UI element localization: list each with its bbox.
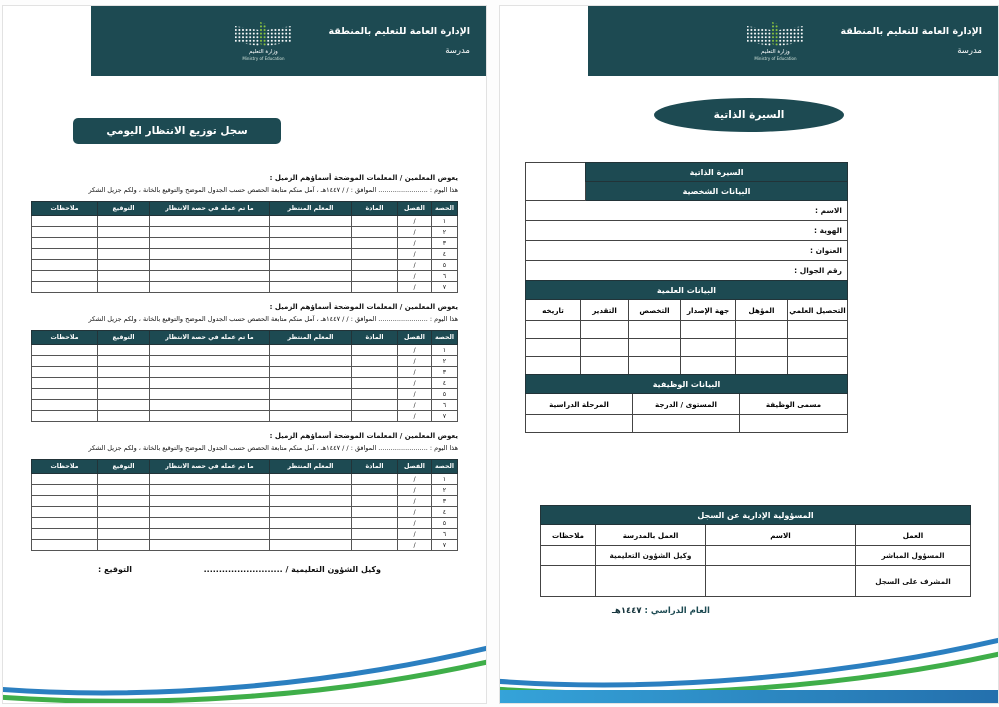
name-cell <box>706 546 856 566</box>
empty-cell <box>98 238 150 249</box>
empty-row <box>525 415 847 433</box>
col-header-notes: ملاحظات <box>32 460 98 474</box>
empty-cell <box>629 357 681 375</box>
empty-cell <box>352 271 398 282</box>
empty-cell <box>150 282 270 293</box>
wait-table-row <box>32 216 458 227</box>
logo-caption <box>754 49 796 61</box>
school-job-cell <box>596 566 706 597</box>
period-number-cell: ٤ <box>432 249 458 260</box>
empty-cell <box>150 507 270 518</box>
footer-bar <box>500 690 998 703</box>
col-header-period: الحصة <box>432 202 458 216</box>
empty-cell <box>270 540 352 551</box>
empty-cell <box>98 507 150 518</box>
wait-distribution-table <box>31 330 458 422</box>
empty-cell <box>32 389 98 400</box>
empty-cell <box>270 400 352 411</box>
period-number-cell: ٣ <box>432 238 458 249</box>
empty-cell <box>270 249 352 260</box>
period-number-cell: ٣ <box>432 367 458 378</box>
class-cell: / <box>398 400 432 411</box>
col-header-role: العمل <box>856 525 971 546</box>
empty-cell <box>98 271 150 282</box>
class-cell: / <box>398 260 432 271</box>
period-number-cell: ٧ <box>432 282 458 293</box>
admin-responsibility-header: المسؤولية الإدارية عن السجل <box>541 506 971 525</box>
substitute-intro-line: يعوض المعلمين / المعلمات الموضحة أسماؤهم الزميل : <box>269 303 458 311</box>
empty-cell <box>32 518 98 529</box>
col-header-substitute-teacher: المعلم المنتظر <box>270 460 352 474</box>
col-header-notes: ملاحظات <box>541 525 596 546</box>
empty-cell <box>270 238 352 249</box>
empty-cell <box>352 378 398 389</box>
ministry-logo <box>746 21 804 61</box>
empty-cell <box>681 357 736 375</box>
empty-row <box>525 339 847 357</box>
col-header-period: الحصة <box>432 331 458 345</box>
empty-cell <box>270 260 352 271</box>
empty-cell <box>629 321 681 339</box>
col-header-work-done: ما تم عمله في حصة الانتظار <box>150 331 270 345</box>
empty-cell <box>270 507 352 518</box>
class-cell: / <box>398 518 432 529</box>
empty-cell <box>352 496 398 507</box>
name-cell <box>706 566 856 597</box>
ministry-logo-icon <box>234 21 292 47</box>
notes-cell <box>541 546 596 566</box>
date-intro-line: هذا اليوم : ........................ الموافق : / / ١٤٤٧هـ ، آمل منكم متابعة الحصص حسب الجدول الموضح والتوقيع بالخانة ، ولكم جزيل الشكر <box>88 315 458 323</box>
empty-cell <box>352 282 398 293</box>
empty-cell <box>525 357 580 375</box>
wait-table-row <box>32 485 458 496</box>
class-cell: / <box>398 249 432 260</box>
col-header-class: الفصل <box>398 460 432 474</box>
col-header-substitute-teacher: المعلم المنتظر <box>270 202 352 216</box>
empty-cell <box>150 485 270 496</box>
class-cell: / <box>398 367 432 378</box>
wait-table-row <box>32 474 458 485</box>
empty-cell <box>98 356 150 367</box>
col-header-issuer: جهة الإصدار <box>681 300 736 321</box>
academic-year <box>500 606 998 616</box>
empty-cell <box>98 540 150 551</box>
class-cell: / <box>398 271 432 282</box>
class-cell: / <box>398 540 432 551</box>
empty-cell <box>270 485 352 496</box>
empty-cell <box>32 260 98 271</box>
col-header-work-done: ما تم عمله في حصة الانتظار <box>150 202 270 216</box>
col-header-qualification-level: التحصيل العلمي <box>788 300 848 321</box>
class-cell: / <box>398 485 432 496</box>
col-header-signature: التوقيع <box>98 202 150 216</box>
mobile-label-row: رقم الجوال : <box>526 261 848 281</box>
wait-table-row <box>32 507 458 518</box>
period-number-cell: ٧ <box>432 411 458 422</box>
empty-cell <box>352 249 398 260</box>
empty-cell <box>270 496 352 507</box>
class-cell: / <box>398 378 432 389</box>
admin-row <box>541 566 971 597</box>
empty-cell <box>270 271 352 282</box>
empty-cell <box>98 389 150 400</box>
empty-cell <box>150 249 270 260</box>
empty-cell <box>98 474 150 485</box>
academic-year-value: ١٤٤٧هـ <box>612 606 642 616</box>
school-name: مدرسة <box>445 46 470 56</box>
academic-year-label: العام الدراسي : <box>644 606 710 616</box>
empty-cell <box>98 411 150 422</box>
empty-cell <box>32 474 98 485</box>
period-number-cell: ٢ <box>432 227 458 238</box>
substitute-intro-line: يعوض المعلمين / المعلمات الموضحة أسماؤهم الزميل : <box>269 174 458 182</box>
empty-cell <box>150 260 270 271</box>
empty-cell <box>270 474 352 485</box>
personal-data-header: البيانات الشخصية <box>586 182 848 201</box>
school-job-cell: وكيل الشؤون التعليمية <box>596 546 706 566</box>
class-cell: / <box>398 282 432 293</box>
empty-cell <box>788 339 848 357</box>
empty-cell <box>270 529 352 540</box>
wait-table-row <box>32 260 458 271</box>
empty-row <box>525 321 847 339</box>
empty-cell <box>98 282 150 293</box>
empty-cell <box>352 507 398 518</box>
notes-cell <box>541 566 596 597</box>
empty-cell <box>270 411 352 422</box>
empty-cell <box>681 339 736 357</box>
admin-row <box>541 546 971 566</box>
org-title-block <box>328 26 470 56</box>
empty-cell <box>150 518 270 529</box>
col-header-substitute-teacher: المعلم المنتظر <box>270 331 352 345</box>
wait-table-row <box>32 356 458 367</box>
address-label-row: العنوان : <box>526 241 848 261</box>
wait-section <box>3 432 486 551</box>
empty-cell <box>98 227 150 238</box>
period-number-cell: ٢ <box>432 485 458 496</box>
col-header-grade: التقدير <box>581 300 629 321</box>
cv-job-table <box>525 374 848 433</box>
work-cell: المشرف على السجل <box>856 566 971 597</box>
empty-cell <box>150 367 270 378</box>
period-number-cell: ٥ <box>432 260 458 271</box>
empty-cell <box>150 216 270 227</box>
period-number-cell: ٣ <box>432 496 458 507</box>
empty-cell <box>32 485 98 496</box>
empty-cell <box>98 216 150 227</box>
wait-table-row <box>32 400 458 411</box>
wait-table-row <box>32 540 458 551</box>
period-number-cell: ١ <box>432 216 458 227</box>
empty-cell <box>525 415 632 433</box>
col-header-level-grade: المستوى / الدرجة <box>633 394 740 415</box>
period-number-cell: ٧ <box>432 540 458 551</box>
empty-cell <box>98 529 150 540</box>
class-cell: / <box>398 389 432 400</box>
empty-cell <box>352 238 398 249</box>
empty-cell <box>352 411 398 422</box>
empty-cell <box>150 529 270 540</box>
empty-cell <box>740 415 848 433</box>
wait-table-row <box>32 282 458 293</box>
class-cell: / <box>398 496 432 507</box>
empty-cell <box>352 485 398 496</box>
empty-cell <box>98 496 150 507</box>
empty-row <box>525 357 847 375</box>
empty-cell <box>150 400 270 411</box>
period-number-cell: ٤ <box>432 378 458 389</box>
period-number-cell: ٥ <box>432 389 458 400</box>
empty-cell <box>352 474 398 485</box>
empty-cell <box>352 389 398 400</box>
empty-cell <box>98 249 150 260</box>
school-name: مدرسة <box>957 46 982 56</box>
empty-cell <box>32 227 98 238</box>
logo-title-en: Ministry of Education <box>754 55 797 61</box>
empty-cell <box>352 367 398 378</box>
signature-row <box>3 565 486 574</box>
logo-title-ar: وزارة التعليم <box>761 49 790 56</box>
empty-cell <box>270 518 352 529</box>
logo-title-ar: وزارة التعليم <box>249 49 278 56</box>
substitute-intro-line: يعوض المعلمين / المعلمات الموضحة أسماؤهم الزميل : <box>269 432 458 440</box>
wait-table-row <box>32 249 458 260</box>
class-cell: / <box>398 411 432 422</box>
empty-cell <box>98 345 150 356</box>
wait-blocks-container <box>3 174 486 551</box>
col-header-signature: التوقيع <box>98 460 150 474</box>
class-cell: / <box>398 238 432 249</box>
date-intro-line: هذا اليوم : ........................ الموافق : / / ١٤٤٧هـ ، آمل منكم متابعة الحصص حسب الجدول الموضح والتوقيع بالخانة ، ولكم جزيل الشكر <box>88 186 458 194</box>
empty-cell <box>270 282 352 293</box>
empty-cell <box>32 282 98 293</box>
col-header-job-title: مسمى الوظيفة <box>740 394 848 415</box>
empty-cell <box>32 378 98 389</box>
footer-wave-decoration <box>500 631 998 695</box>
admin-responsibility-table <box>540 505 971 597</box>
empty-cell <box>150 411 270 422</box>
empty-cell <box>581 339 629 357</box>
empty-cell <box>32 411 98 422</box>
wait-table-row <box>32 518 458 529</box>
period-number-cell: ٥ <box>432 518 458 529</box>
empty-cell <box>32 367 98 378</box>
empty-cell <box>32 216 98 227</box>
empty-cell <box>150 378 270 389</box>
cv-oval-title: السيرة الذاتية <box>654 98 844 132</box>
empty-cell <box>352 529 398 540</box>
period-number-cell: ١ <box>432 474 458 485</box>
org-title-block <box>840 26 982 56</box>
wait-table-row <box>32 238 458 249</box>
empty-cell <box>352 260 398 271</box>
empty-cell <box>98 400 150 411</box>
empty-cell <box>98 378 150 389</box>
empty-cell <box>32 496 98 507</box>
scientific-data-header: البيانات العلمية <box>525 281 847 300</box>
empty-cell <box>270 227 352 238</box>
empty-cell <box>736 357 788 375</box>
empty-cell <box>150 540 270 551</box>
page-header-band <box>588 6 998 76</box>
col-header-work-done: ما تم عمله في حصة الانتظار <box>150 460 270 474</box>
class-cell: / <box>398 216 432 227</box>
class-cell: / <box>398 227 432 238</box>
empty-cell <box>98 367 150 378</box>
wait-table-header-row <box>32 460 458 474</box>
ministry-logo <box>234 21 292 61</box>
col-header-date: تاريخه <box>525 300 580 321</box>
empty-cell <box>32 507 98 518</box>
col-header-major: التخصص <box>629 300 681 321</box>
wait-table-row <box>32 411 458 422</box>
col-header-signature: التوقيع <box>98 331 150 345</box>
empty-cell <box>150 345 270 356</box>
empty-cell <box>98 260 150 271</box>
page-wait-record <box>2 5 487 704</box>
empty-cell <box>352 356 398 367</box>
class-cell: / <box>398 345 432 356</box>
page-header-band <box>91 6 486 76</box>
col-header-degree: المؤهل <box>736 300 788 321</box>
col-header-name: الاسم <box>706 525 856 546</box>
wait-table-row <box>32 367 458 378</box>
empty-cell <box>150 356 270 367</box>
period-number-cell: ٦ <box>432 271 458 282</box>
logo-title-en: Ministry of Education <box>242 55 285 61</box>
work-cell: المسؤول المباشر <box>856 546 971 566</box>
cv-scientific-table <box>525 280 848 375</box>
empty-cell <box>270 367 352 378</box>
empty-cell <box>525 321 580 339</box>
empty-cell <box>525 339 580 357</box>
class-cell: / <box>398 529 432 540</box>
job-data-header: البيانات الوظيفية <box>525 375 847 394</box>
footer-wave-decoration <box>3 639 486 703</box>
wait-distribution-table <box>31 459 458 551</box>
empty-cell <box>150 271 270 282</box>
empty-cell <box>629 339 681 357</box>
empty-cell <box>681 321 736 339</box>
cv-tables-container <box>526 162 848 433</box>
class-cell: / <box>398 507 432 518</box>
wait-section <box>3 174 486 293</box>
empty-cell <box>270 378 352 389</box>
empty-cell <box>352 227 398 238</box>
class-cell: / <box>398 356 432 367</box>
document-title: سجل توزيع الانتظار اليومي <box>73 118 281 144</box>
page-cv <box>499 5 999 704</box>
col-header-subject: المادة <box>352 331 398 345</box>
period-number-cell: ٦ <box>432 529 458 540</box>
col-header-subject: المادة <box>352 202 398 216</box>
empty-cell <box>270 345 352 356</box>
wait-table-row <box>32 271 458 282</box>
empty-cell <box>32 345 98 356</box>
deputy-signature-line: وكيل الشؤون التعليمية / .......................... <box>203 565 381 574</box>
wait-table-header-row <box>32 331 458 345</box>
logo-caption <box>242 49 284 61</box>
empty-cell <box>633 415 740 433</box>
empty-cell <box>150 227 270 238</box>
period-number-cell: ٢ <box>432 356 458 367</box>
col-header-subject: المادة <box>352 460 398 474</box>
signature-label: التوقيع : <box>98 565 132 574</box>
cv-personal-table <box>525 162 848 281</box>
empty-cell <box>270 356 352 367</box>
col-header-notes: ملاحظات <box>32 202 98 216</box>
empty-cell <box>581 357 629 375</box>
empty-cell <box>98 518 150 529</box>
org-name: الإدارة العامة للتعليم بالمنطقة <box>840 26 982 37</box>
period-number-cell: ٤ <box>432 507 458 518</box>
col-header-school-role: العمل بالمدرسة <box>596 525 706 546</box>
period-number-cell: ١ <box>432 345 458 356</box>
col-header-class: الفصل <box>398 202 432 216</box>
photo-box <box>526 163 586 201</box>
empty-cell <box>352 540 398 551</box>
empty-cell <box>352 400 398 411</box>
empty-cell <box>150 389 270 400</box>
col-header-period: الحصة <box>432 460 458 474</box>
empty-cell <box>581 321 629 339</box>
empty-cell <box>32 271 98 282</box>
wait-table-row <box>32 227 458 238</box>
id-label-row: الهوية : <box>526 221 848 241</box>
wait-section <box>3 303 486 422</box>
period-number-cell: ٦ <box>432 400 458 411</box>
class-cell: / <box>398 474 432 485</box>
empty-cell <box>150 474 270 485</box>
col-header-school-stage: المرحلة الدراسية <box>525 394 632 415</box>
empty-cell <box>32 356 98 367</box>
empty-cell <box>736 339 788 357</box>
empty-cell <box>788 357 848 375</box>
wait-table-row <box>32 496 458 507</box>
empty-cell <box>32 529 98 540</box>
col-header-notes: ملاحظات <box>32 331 98 345</box>
wait-table-row <box>32 345 458 356</box>
empty-cell <box>150 496 270 507</box>
wait-table-header-row <box>32 202 458 216</box>
empty-cell <box>32 249 98 260</box>
empty-cell <box>150 238 270 249</box>
empty-cell <box>352 345 398 356</box>
date-intro-line: هذا اليوم : ........................ الموافق : / / ١٤٤٧هـ ، آمل منكم متابعة الحصص حسب الجدول الموضح والتوقيع بالخانة ، ولكم جزيل الشكر <box>88 444 458 452</box>
empty-cell <box>788 321 848 339</box>
wait-table-row <box>32 389 458 400</box>
empty-cell <box>352 518 398 529</box>
wait-distribution-table <box>31 201 458 293</box>
cv-title-header: السيرة الذاتية <box>586 163 848 182</box>
wait-table-row <box>32 378 458 389</box>
org-name: الإدارة العامة للتعليم بالمنطقة <box>328 26 470 37</box>
ministry-logo-icon <box>746 21 804 47</box>
empty-cell <box>32 238 98 249</box>
empty-cell <box>736 321 788 339</box>
empty-cell <box>270 389 352 400</box>
empty-cell <box>32 400 98 411</box>
wait-table-row <box>32 529 458 540</box>
name-label-row: الاسم : <box>526 201 848 221</box>
col-header-class: الفصل <box>398 331 432 345</box>
empty-cell <box>32 540 98 551</box>
empty-cell <box>270 216 352 227</box>
empty-cell <box>98 485 150 496</box>
empty-cell <box>352 216 398 227</box>
